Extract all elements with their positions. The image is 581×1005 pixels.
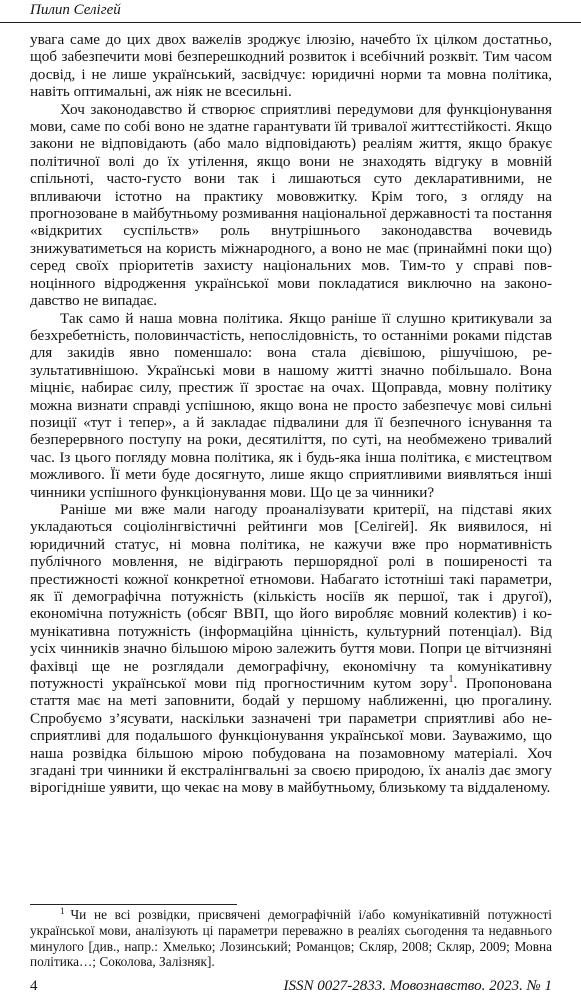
footnote-paragraph (30, 907, 552, 970)
running-header-author: Пилип Селігей (30, 2, 121, 18)
page-number: 4 (30, 978, 38, 994)
paragraph-text: Так само й наша мовна політика. Якщо раніше її слушно критикували за безхребетність, половинчастість, непослідовність, то останніми роками підстав для закидів явно поменшало: вона стала дієвішою, рішучішою, результативнішою. Українські мови в нашому житті значно побільшало. Вона міцніє, набирає силу, престиж її зростає на очах. Щоправда, мовну політику можна визнати справді успішною, якщо вона не просто забезпечує мові сильні позиції «тут і тепер», а й закладає підвалини для її безпечного існування та безперервного поступу на роки, десятиліття, по суті, на необмежено тривалий час. Із цього погляду мовна політика, як і будь-яка інша політика, є мистецтвом можливого. Її мети буде досягнуто, лише якщо сприятливими виявляться інші чинники успішного функціонування мови. Що це за чинники? (30, 309, 552, 501)
paragraph-text: Раніше ми вже мали нагоду проаналізувати критерії, на підставі яких укладаються соціолінгвістичні рейтинги мов [Селігей]. Як виявилося, ні юридичний статус, ні мовна політика, не кажучи вже про нормативність публічного мовлення, не відіграють першорядної ролі в поширеності та престижності кожної конкретної етномови. Набагато істотніші такі параметри, як її демографічна потужність (кількість носіїв як першої, так і другої), економічна потужність (обсяг ВВП, що його виробляє мовний колектив) і комунікативна потужність (інформаційна цінність, культурний потенціал). Від усіх чинників значно більшою мірою залежить буття мови. Попри це вітчизняні фахівці ще не розглядали демографічну, економічну та комунікативну потужності української мови під прогностичним кутом зору (30, 500, 552, 693)
paragraph: Раніше ми вже мали нагоду проаналізувати критерії, на підставі яких укладаються соціолінгвістичні рейтинги мов [Селігей]. Як виявилося, ні юридичний статус, ні мовна політика, не кажучи вже про нормативність публічного мовлення, не відіграють першорядної ролі в поширеності та престижності кожної конкретної етномови. Набагато істотніші такі параметри, як її демографічна потужність (кількість носіїв як першої, так і другої), економічна потужність (обсяг ВВП, що його виробляє мовний колектив) і комунікативна потужність (інформаційна цінність, культурний потенціал). Від усіх чинників значно більшою мірою залежить буття мови. Попри це вітчизняні фахівці ще не розглядали демографічну, економічну та комунікативну потужності української мови під прогностичним кутом зору$^1$. Пропонована стаття має на меті заповнити, бодай у першому наближенні, цю прогалину. Спробуємо з’ясувати, наскільки зазначені три параметри сприятливі або несприятливі для подальшого функціонування української мови. Зауважимо, що наша розвідка більшою мірою побудована на позамовному матеріалі. Хоч згадані три чинники й екстралінгвальні за своєю природою, їх аналіз дає змогу вірогідніше уявити, що чекає на мову в майбутньому, близькому та віддаленому. (30, 500, 552, 797)
footnote-text: Чи не всі розвідки, присвячені демографічній і/або комунікативній потужності української мови, аналізують ці параметри переважно в реаліях сьогодення та недавнього минулого [див., напр.: Хмелько; Лозинський; Романцов; Скляр, 2008; Скляр, 2009; Мовна політика…; Соколова, Залізняк]. (30, 907, 552, 970)
article-body (30, 31, 552, 797)
paragraph (30, 310, 552, 501)
paragraph-text: Хоч законодавство й створює сприятливі передумови для функціонування мови, саме по собі воно не здатне гарантувати їй тривалої життєстійкості. Якщо закони не відповідають (або мало відповідають) реаліям життя, якщо бракує політичної волі до їх утілення, якщо вони не знаходять відгуку в мовній спільноті, часто-густо вони так і лишаються суто декларативними, не впливаючи істотно на практику мововжитку. Крім того, з огляду на прогнозоване в майбутньому розмивання національної державності та постання «відкритих суспільств» роль внутрішнього законодавства вочевидь знижуватиметься на користь міжнародного, а воно не має (принаймні поки що) серед своїх пріоритетів захисту національних мов. Тим-то у справі повноцінного відродження української мови покладатися виключно на законодавство не випадає. (30, 100, 552, 310)
paragraph (30, 31, 552, 101)
paragraph-text: Пропонована стаття має на меті заповнити, бодай у першому наближенні, цю прогалину. Спробуємо з’ясувати, наскільки зазначені три параметри сприятливі або несприятливі для подальшого функціонування української мови. Зауважимо, що наша розвідка більшою мірою побудована на позамовному матеріалі. Хоч згадані три чинники й екстралінгвальні за своєю природою, їх аналіз дає змогу вірогідніше уявити, що чекає на мову в майбутньому, близькому та віддаленому. (30, 675, 552, 797)
footnote-separator (30, 904, 237, 905)
paragraph (30, 101, 552, 310)
footnote-reference[interactable]: 1 (448, 673, 454, 685)
journal-citation: ISSN 0027-2833. Мовознавство. 2023. № 1 (283, 978, 552, 994)
footnote-mark: 1 (60, 905, 65, 916)
footnote (30, 907, 552, 970)
running-header (0, 0, 581, 23)
page-footer (30, 976, 552, 998)
paragraph-text: увага саме до цих двох важелів зроджує ілюзію, начебто їх цілком достатньо, щоб забезпечити мові безперешкодний розвиток і всебічний розквіт. Тим часом досвід, і не лише український, засвідчує: юридичні норми та мовна політика, навіть оптимальні, аж ніяк не всесильні. (30, 31, 552, 101)
